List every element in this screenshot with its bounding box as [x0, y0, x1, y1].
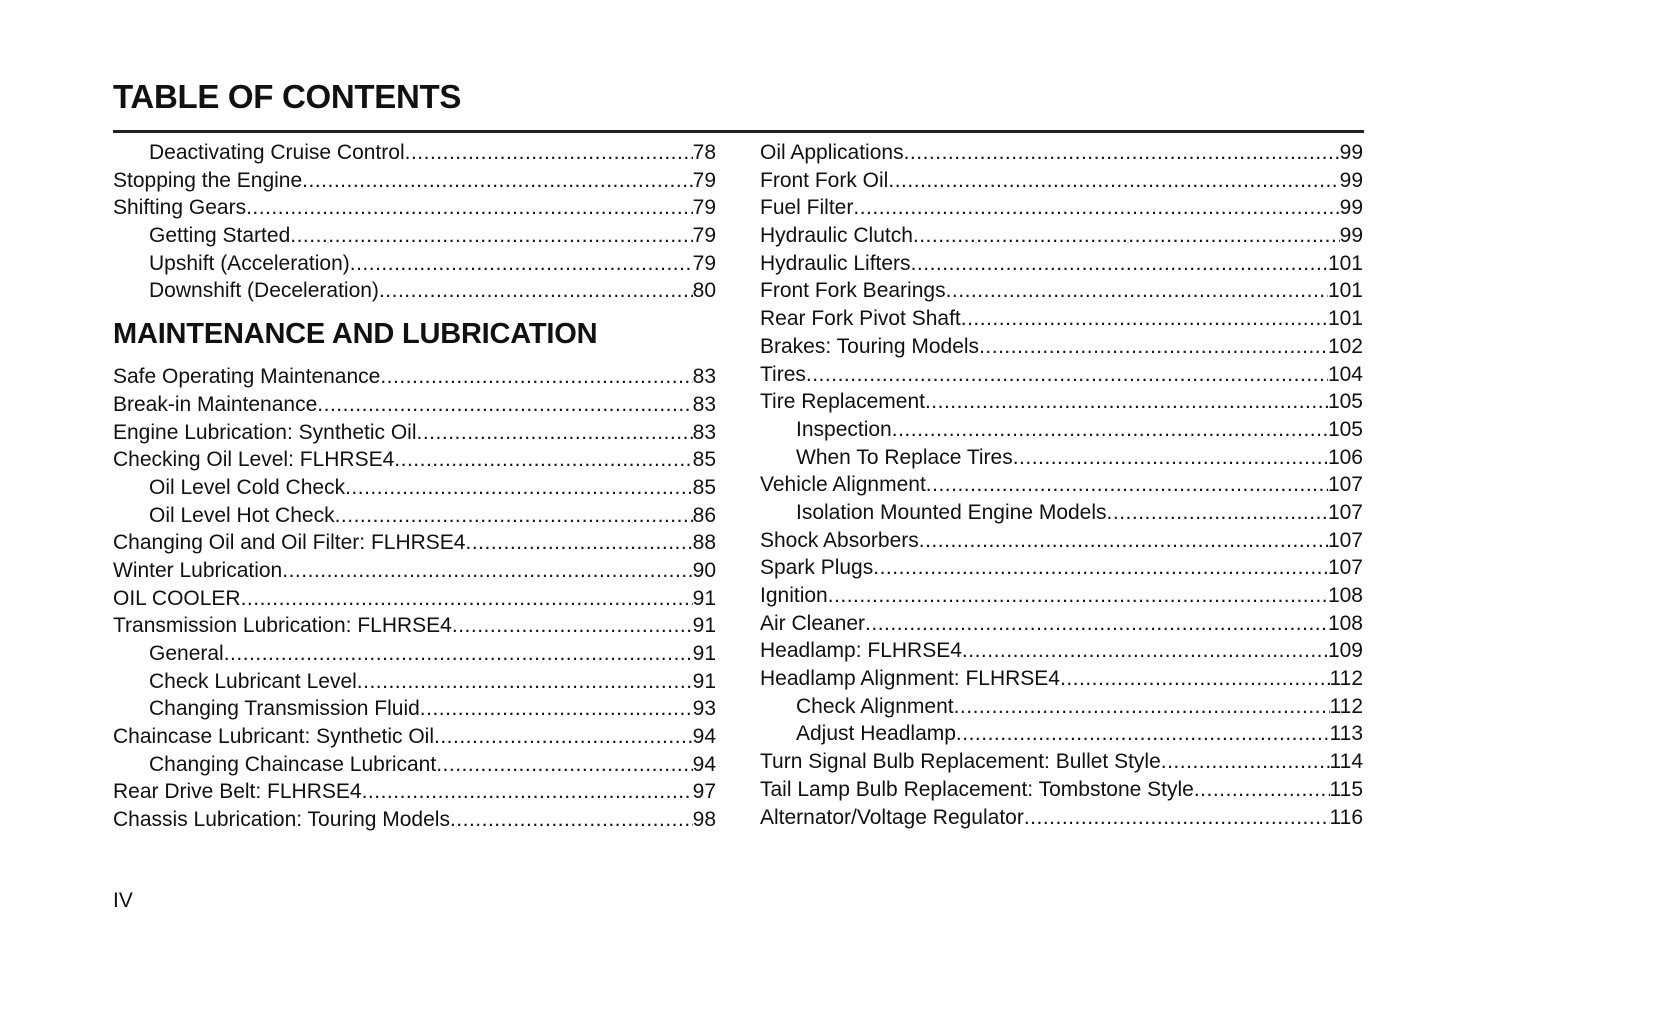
toc-entry-page: 112: [1329, 694, 1363, 718]
toc-entry[interactable]: [760, 637, 1363, 665]
toc-entry[interactable]: [113, 723, 716, 751]
dot-leader: [1107, 499, 1328, 527]
toc-entry-page: 105: [1327, 417, 1363, 441]
toc-entry[interactable]: [760, 471, 1363, 499]
toc-entry[interactable]: [760, 748, 1363, 776]
toc-entry[interactable]: [760, 250, 1363, 278]
toc-entry[interactable]: [760, 167, 1363, 195]
toc-entry-label: Changing Chaincase Lubricant: [149, 752, 437, 776]
toc-entry-page: 91: [692, 642, 716, 665]
dot-leader: [962, 637, 1328, 665]
toc-entry-page: 109: [1327, 639, 1363, 663]
toc-entry-page: 101: [1327, 251, 1363, 275]
toc-entry[interactable]: [760, 665, 1363, 693]
toc-entry-page: 78: [692, 141, 716, 164]
toc-entry-page: 107: [1327, 473, 1363, 497]
toc-entry-label: Hydraulic Lifters: [760, 251, 911, 275]
toc-entry[interactable]: [113, 363, 716, 391]
dot-leader: [919, 527, 1328, 555]
toc-entry-label: Tires: [760, 362, 806, 386]
dot-leader: [806, 361, 1328, 389]
page-title: TABLE OF CONTENTS: [113, 78, 462, 115]
toc-entry-page: 107: [1327, 556, 1363, 580]
toc-entry-page: 104: [1327, 362, 1363, 386]
toc-entry-label: Check Alignment: [796, 694, 954, 718]
right-column: [760, 139, 1363, 831]
toc-entry-page: 99: [1339, 141, 1363, 164]
toc-entry-label: Air Cleaner: [760, 611, 866, 635]
toc-entry[interactable]: [113, 806, 716, 834]
dot-leader: [345, 474, 693, 502]
toc-entry-page: 115: [1329, 777, 1363, 801]
toc-entry-label: Inspection: [796, 417, 892, 441]
toc-entry-label: Vehicle Alignment: [760, 473, 926, 497]
toc-entry-page: 113: [1329, 722, 1363, 746]
toc-entry-page: 83: [692, 392, 716, 416]
dot-leader: [450, 806, 693, 834]
dot-leader: [224, 640, 693, 668]
toc-entry-label: When To Replace Tires: [796, 445, 1013, 469]
toc-entry-page: 93: [692, 697, 716, 721]
dot-leader: [362, 778, 693, 806]
toc-entry[interactable]: [113, 612, 716, 640]
toc-entry-page: 99: [1339, 168, 1363, 192]
dot-leader: [961, 305, 1328, 333]
toc-entry-page: 79: [692, 168, 716, 192]
dot-leader: [436, 751, 692, 779]
toc-entry-page: 80: [692, 279, 716, 303]
toc-entry-page: 101: [1327, 307, 1363, 331]
toc-entry-label: Isolation Mounted Engine Models: [796, 500, 1107, 524]
toc-entry-label: Transmission Lubrication: FLHRSE4: [113, 614, 452, 638]
toc-entry-label: Rear Drive Belt: FLHRSE4: [113, 780, 362, 804]
dot-leader: [241, 585, 693, 613]
dot-leader: [1060, 665, 1330, 693]
dot-leader: [420, 695, 693, 723]
dot-leader: [1013, 444, 1328, 472]
toc-entry-label: Front Fork Oil: [760, 168, 889, 192]
toc-entry-label: Brakes: Touring Models: [760, 334, 980, 358]
toc-entry[interactable]: [113, 529, 716, 557]
dot-leader: [979, 333, 1328, 361]
toc-entry-label: Engine Lubrication: Synthetic Oil: [113, 420, 417, 444]
toc-entry[interactable]: [760, 277, 1363, 305]
toc-entry-page: 114: [1329, 750, 1363, 774]
toc-entry-label: Alternator/Voltage Regulator: [760, 805, 1024, 829]
toc-entry[interactable]: [760, 776, 1363, 804]
toc-entry[interactable]: [113, 474, 716, 502]
toc-entry-page: 91: [692, 586, 716, 610]
toc-entry-page: 99: [1339, 196, 1363, 220]
toc-entry[interactable]: [760, 444, 1363, 472]
dot-leader: [417, 419, 693, 447]
dot-leader: [465, 529, 692, 557]
toc-entry-label: Check Lubricant Level: [149, 669, 357, 693]
dot-leader: [946, 277, 1328, 305]
section-heading: MAINTENANCE AND LUBRICATION: [113, 318, 598, 351]
toc-entry[interactable]: [113, 557, 716, 585]
toc-entry-label: Downshift (Deceleration): [149, 279, 379, 303]
toc-entry[interactable]: [760, 693, 1363, 721]
toc-entry-label: Hydraulic Clutch: [760, 224, 913, 248]
toc-entry[interactable]: [760, 527, 1363, 555]
toc-entry[interactable]: [113, 585, 716, 613]
toc-entry[interactable]: [760, 416, 1363, 444]
toc-entry-label: Oil Applications: [760, 141, 904, 164]
dot-leader: [357, 668, 693, 696]
toc-entry-page: 105: [1327, 390, 1363, 414]
toc-entry-label: Chassis Lubrication: Touring Models: [113, 808, 450, 832]
toc-entry[interactable]: [760, 139, 1363, 167]
dot-leader: [282, 557, 692, 585]
toc-entry[interactable]: [113, 222, 716, 250]
toc-entry-page: 116: [1329, 805, 1363, 829]
toc-entry[interactable]: [113, 778, 716, 806]
toc-entry[interactable]: [113, 446, 716, 474]
toc-entry-label: OIL COOLER: [113, 586, 241, 610]
toc-entry[interactable]: [113, 167, 716, 195]
toc-entry-page: 79: [692, 196, 716, 220]
toc-entry[interactable]: [760, 804, 1363, 832]
toc-entry-page: 79: [692, 224, 716, 248]
toc-entry[interactable]: [113, 194, 716, 222]
dot-leader: [828, 582, 1328, 610]
toc-entry[interactable]: [760, 305, 1363, 333]
dot-leader: [956, 720, 1330, 748]
toc-entry[interactable]: [113, 751, 716, 779]
toc-list-maintenance: [113, 363, 716, 834]
toc-entry[interactable]: [760, 720, 1363, 748]
dot-leader: [1161, 748, 1330, 776]
toc-entry-label: Stopping the Engine: [113, 168, 303, 192]
toc-entry[interactable]: [113, 640, 716, 668]
toc-entry[interactable]: [113, 668, 716, 696]
toc-entry-label: Turn Signal Bulb Replacement: Bullet Style: [760, 750, 1161, 774]
dot-leader: [394, 446, 692, 474]
toc-entry[interactable]: [760, 610, 1363, 638]
toc-entry-page: 83: [692, 365, 716, 389]
toc-entry-label: Tail Lamp Bulb Replacement: Tombstone Style: [760, 777, 1194, 801]
toc-entry[interactable]: [760, 582, 1363, 610]
toc-entry-page: 88: [692, 531, 716, 555]
toc-entry-page: 106: [1327, 445, 1363, 469]
toc-list-top: [113, 139, 716, 305]
toc-entry-label: Headlamp Alignment: FLHRSE4: [760, 667, 1060, 691]
toc-entry[interactable]: [113, 419, 716, 447]
dot-leader: [379, 277, 693, 305]
toc-entry-label: Shock Absorbers: [760, 528, 919, 552]
dot-leader: [434, 723, 693, 751]
page-number: IV: [113, 889, 133, 912]
toc-entry-page: 94: [692, 752, 716, 776]
dot-leader: [317, 391, 692, 419]
toc-entry-page: 108: [1327, 611, 1363, 635]
toc-entry-page: 108: [1327, 584, 1363, 607]
dot-leader: [926, 471, 1328, 499]
toc-entry-label: Changing Oil and Oil Filter: FLHRSE4: [113, 531, 466, 555]
toc-entry-label: Spark Plugs: [760, 556, 874, 580]
toc-entry-page: 99: [1339, 224, 1363, 248]
toc-entry-label: Chaincase Lubricant: Synthetic Oil: [113, 725, 434, 749]
toc-entry-page: 79: [692, 251, 716, 275]
toc-entry-page: 85: [692, 448, 716, 472]
toc-entry-label: Deactivating Cruise Control: [149, 141, 405, 164]
title-rule: [113, 130, 1364, 133]
dot-leader: [888, 167, 1339, 195]
toc-entry-label: Oil Level Hot Check: [149, 503, 335, 527]
toc-entry[interactable]: [760, 333, 1363, 361]
dot-leader: [335, 502, 693, 530]
dot-leader: [350, 250, 693, 278]
toc-entry[interactable]: [113, 391, 716, 419]
dot-leader: [452, 612, 693, 640]
toc-entry-page: 86: [692, 503, 716, 527]
dot-leader: [302, 167, 692, 195]
toc-entry-page: 91: [692, 669, 716, 693]
toc-entry[interactable]: [113, 695, 716, 723]
toc-entry-page: 107: [1327, 500, 1363, 524]
toc-entry-label: Oil Level Cold Check: [149, 475, 346, 499]
toc-entry-page: 91: [692, 614, 716, 638]
toc-entry[interactable]: [760, 388, 1363, 416]
dot-leader: [246, 194, 693, 222]
toc-entry-label: Shifting Gears: [113, 196, 247, 220]
toc-entry-page: 85: [692, 475, 716, 499]
dot-leader: [892, 416, 1328, 444]
toc-entry-label: Winter Lubrication: [113, 558, 283, 582]
toc-entry-label: Tire Replacement: [760, 390, 925, 414]
toc-entry-page: 107: [1327, 528, 1363, 552]
toc-entry[interactable]: [113, 250, 716, 278]
dot-leader: [954, 693, 1330, 721]
toc-entry-label: Fuel Filter: [760, 196, 854, 220]
toc-entry[interactable]: [760, 499, 1363, 527]
toc-list-right: [760, 139, 1363, 831]
toc-entry-label: Getting Started: [149, 224, 291, 248]
dot-leader: [904, 139, 1340, 167]
toc-entry-label: Ignition: [760, 584, 828, 607]
dot-leader: [873, 554, 1328, 582]
dot-leader: [1024, 804, 1330, 832]
left-column: [113, 139, 716, 834]
dot-leader: [380, 363, 692, 391]
toc-entry[interactable]: [113, 277, 716, 305]
toc-entry-page: 83: [692, 420, 716, 444]
toc-entry[interactable]: [113, 139, 716, 167]
dot-leader: [925, 388, 1328, 416]
toc-entry-label: General: [149, 642, 224, 665]
toc-entry-label: Rear Fork Pivot Shaft: [760, 307, 961, 331]
toc-entry-page: 112: [1329, 667, 1363, 691]
toc-entry-page: 98: [692, 808, 716, 832]
dot-leader: [290, 222, 692, 250]
toc-entry-label: Break-in Maintenance: [113, 392, 318, 416]
toc-entry[interactable]: [760, 554, 1363, 582]
toc-entry-page: 90: [692, 558, 716, 582]
toc-entry[interactable]: [760, 222, 1363, 250]
toc-entry[interactable]: [760, 361, 1363, 389]
toc-entry-label: Front Fork Bearings: [760, 279, 946, 303]
dot-leader: [405, 139, 693, 167]
dot-leader: [911, 250, 1328, 278]
dot-leader: [913, 222, 1340, 250]
toc-entry-label: Upshift (Acceleration): [149, 251, 350, 275]
toc-entry-label: Headlamp: FLHRSE4: [760, 639, 962, 663]
dot-leader: [853, 194, 1339, 222]
toc-entry-page: 97: [692, 780, 716, 804]
dot-leader: [865, 610, 1328, 638]
toc-entry-page: 101: [1327, 279, 1363, 303]
toc-entry-label: Safe Operating Maintenance: [113, 365, 381, 389]
toc-entry-label: Checking Oil Level: FLHRSE4: [113, 448, 395, 472]
toc-entry[interactable]: [760, 194, 1363, 222]
toc-entry-label: Changing Transmission Fluid: [149, 697, 420, 721]
toc-entry-label: Adjust Headlamp: [796, 722, 956, 746]
toc-entry-page: 102: [1327, 334, 1363, 358]
toc-entry-page: 94: [692, 725, 716, 749]
toc-entry[interactable]: [113, 502, 716, 530]
dot-leader: [1194, 776, 1330, 804]
